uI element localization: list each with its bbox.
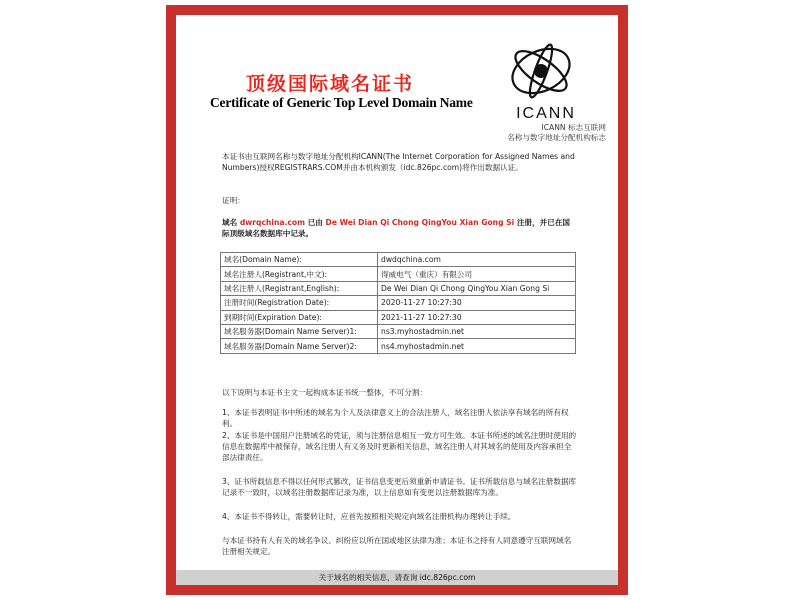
logo-subtitle-line-2: 名称与数字地址分配机构标志 (507, 133, 606, 142)
statement-text-3: 注册，并已在国际顶级域名数据库中记录。 (222, 218, 571, 238)
table-value: De Wei Dian Qi Chong QingYou Xian Gong Si (378, 281, 576, 295)
table-label: 到期时间(Expiration Date): (221, 310, 378, 324)
term-2: 2、本证书是中国用户注册域名的凭证，须与注册信息相互一致方可生效。本证书所述的域名注册时使用的信息在数据库中被保存，域名注册人有义务及时更新相关信息，域名注册人对其域名的使用及内容承担全部法律责任。 (222, 431, 577, 462)
icann-logo-subtitle (466, 123, 606, 143)
table-row (221, 324, 576, 338)
table-value: ns4.myhostadmin.net (378, 339, 576, 353)
table-label: 注册时间(Registration Date): (221, 296, 378, 310)
statement-text-2: 已由 (307, 218, 323, 227)
certificate-title-cn: 顶级国际域名证书 (246, 73, 415, 95)
term-1: 1、本证书表明证书中所述的域名为个人及法律意义上的合法注册人，域名注册人依法享有域名的所有权利。 (222, 408, 569, 428)
footer-bar: 关于域名的相关信息，请查询 idc.826pc.com (176, 570, 618, 585)
terms-intro: 以下说明与本证书主文一起构成本证书统一整体，不可分割： (222, 388, 428, 397)
certificate-frame (166, 5, 628, 595)
closing-paragraph: 与本证书持有人有关的域名争议、纠纷应以所在国或地区法律为准；本证书之持有人同意遵守互联网域名注册相关规定。 (222, 536, 572, 556)
table-row (221, 310, 576, 324)
table-label: 域名注册人(Registrant,中文): (221, 267, 378, 281)
certificate-body (176, 15, 618, 585)
table-row (221, 296, 576, 310)
table-value: 得威电气（重庆）有限公司 (378, 267, 576, 281)
table-row (221, 339, 576, 353)
domain-statement (222, 217, 577, 239)
table-value: dwdqchina.com (378, 253, 576, 267)
domain-info-table (220, 252, 576, 354)
statement-text-1: 域名 (222, 218, 238, 227)
statement-registrant: De Wei Dian Qi Chong QingYou Xian Gong Si (325, 218, 515, 227)
table-row (221, 281, 576, 295)
table-value: 2020-11-27 10:27:30 (378, 296, 576, 310)
table-row (221, 253, 576, 267)
table-row (221, 267, 576, 281)
term-3: 3、证书所载信息不得以任何形式篡改，证书信息变更后须重新申请证书。证书所载信息与域名注册数据库记录不一致时，以域名注册数据库记录为准，以上信息如有变更以注册数据库为准。 (222, 477, 577, 497)
intro-paragraph: 本证书由互联网名称与数字地址分配机构ICANN(The Internet Corporation for Assigned Names and Numbers)授权REGISTRARS.COM并由本机构颁发（idc.826pc.com)将作出数据认证。 (222, 152, 575, 172)
statement-domain: dwrqchina.com (239, 218, 306, 227)
icann-globe-logo (501, 43, 581, 103)
table-label: 域名服务器(Domain Name Server)1: (221, 324, 378, 338)
table-label: 域名(Domain Name): (221, 253, 378, 267)
logo-subtitle-line-1: ICANN 标志互联网 (541, 123, 606, 132)
certificate-title-en: Certificate of Generic Top Level Domain Name (210, 95, 473, 110)
table-label: 域名注册人(Registrant,English): (221, 281, 378, 295)
note-label: 证明： (222, 196, 245, 205)
table-value: ns3.myhostadmin.net (378, 324, 576, 338)
table-value: 2021-11-27 10:27:30 (378, 310, 576, 324)
term-4: 4、本证书不得转让，需要转让时，应首先按照相关规定向域名注册机构办理转让手续。 (222, 512, 516, 521)
icann-logo-text: ICANN (516, 105, 576, 122)
table-label: 域名服务器(Domain Name Server)2: (221, 339, 378, 353)
